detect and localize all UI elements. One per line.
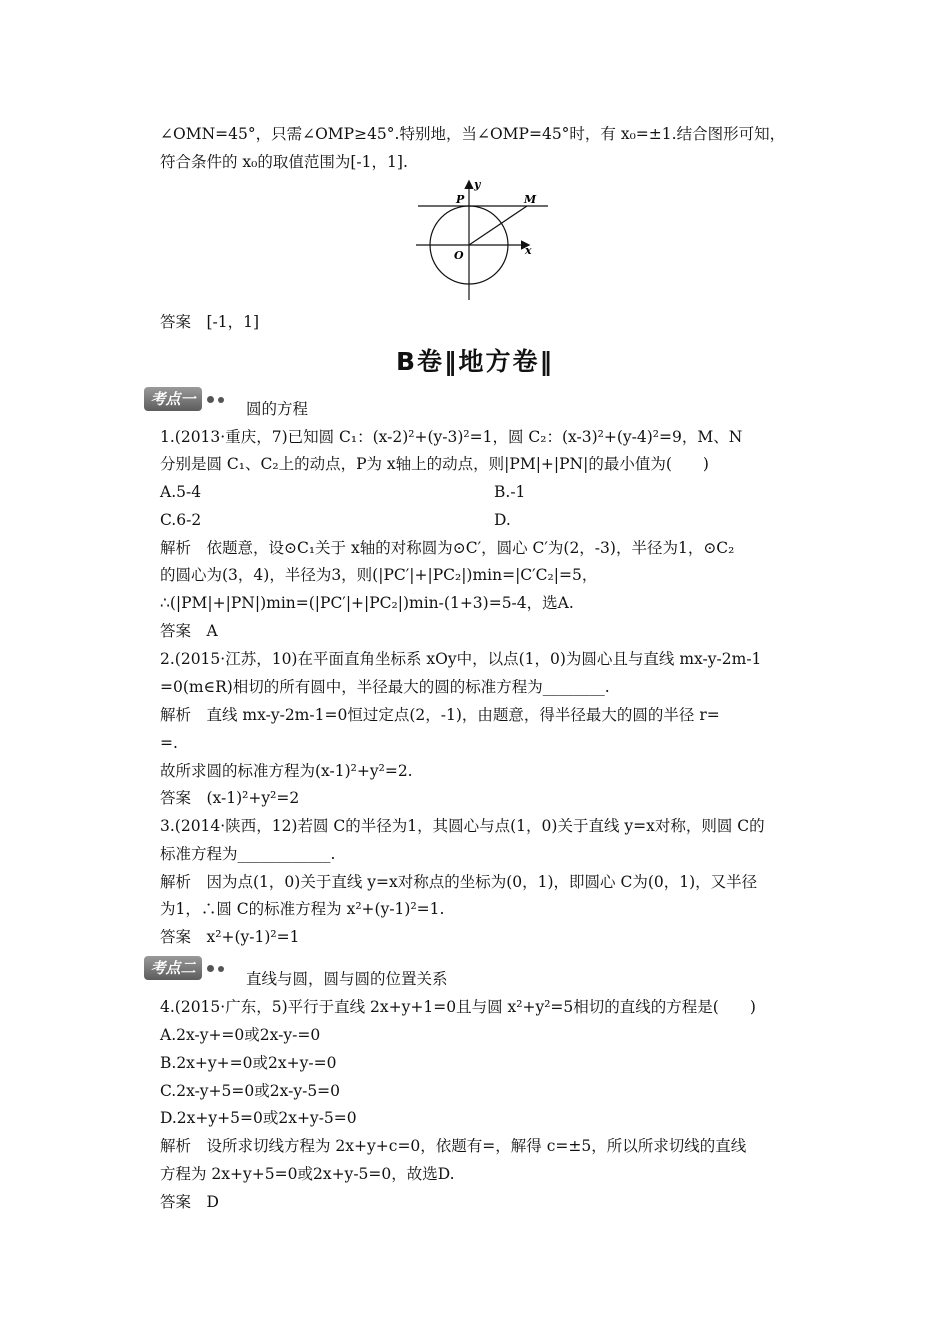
intro-answer: 答案 [-1，1] bbox=[160, 313, 260, 331]
q1-line-2: 分别是圆 C₁、C₂上的动点，P为 x轴上的动点，则|PM|+|PN|的最小值为( ) bbox=[160, 455, 709, 473]
q1-solution-1: 解析 依题意，设⊙C₁关于 x轴的对称圆为⊙C′，圆心 C′为(2，-3)，半径为1，⊙C₂ bbox=[160, 539, 735, 557]
q4-line-1: 4.(2015·广东，5)平行于直线 2x+y+1=0且与圆 x²+y²=5相切的直线的方程是( ) bbox=[160, 998, 756, 1016]
segment-om bbox=[469, 206, 527, 245]
badge-dot-icon bbox=[207, 965, 214, 972]
badge-dot-icon bbox=[218, 966, 224, 972]
q4-option-b: B.2x+y+=0或2x+y-=0 bbox=[160, 1054, 337, 1072]
q4-option-d: D.2x+y+5=0或2x+y-5=0 bbox=[160, 1109, 357, 1127]
label-x: x bbox=[525, 244, 532, 257]
q1-option-b: B.-1 bbox=[494, 483, 526, 501]
q1-solution-3: ∴(|PM|+|PN|)min=(|PC′|+|PC₂|)min-(1+3)=5-4，选A. bbox=[160, 594, 574, 612]
q3-solution-2: 为1，∴圆 C的标准方程为 x²+(y-1)²=1. bbox=[160, 900, 445, 918]
q2-solution-3: 故所求圆的标准方程为(x-1)²+y²=2. bbox=[160, 762, 413, 780]
intro-line-2: 符合条件的 x₀的取值范围为[-1，1]. bbox=[160, 153, 408, 171]
q1-line-1: 1.(2013·重庆，7)已知圆 C₁：(x-2)²+(y-3)²=1，圆 C₂：(x-3)²+(y-4)²=9，M、N bbox=[160, 428, 743, 446]
label-p: P bbox=[456, 193, 465, 206]
topic-2-badge bbox=[144, 956, 230, 982]
q2-answer: 答案 (x-1)²+y²=2 bbox=[160, 789, 300, 807]
q3-line-2: 标准方程为____________. bbox=[160, 845, 336, 863]
q1-option-a: A.5-4 bbox=[160, 483, 202, 501]
label-m: M bbox=[524, 193, 537, 206]
q2-solution-2: =. bbox=[160, 734, 178, 752]
circle-figure bbox=[412, 178, 552, 304]
intro-line-1: ∠OMN=45°，只需∠OMP≥45°.特别地，当∠OMP=45°时，有 x₀=±1.结合图形可知， bbox=[160, 125, 786, 143]
topic-2-tag: 考点二 bbox=[144, 956, 202, 980]
q4-answer: 答案 D bbox=[160, 1193, 219, 1211]
q2-line-1: 2.(2015·江苏，10)在平面直角坐标系 xOy中，以点(1，0)为圆心且与直线 mx-y-2m-1 bbox=[160, 650, 762, 668]
topic-1-label: 圆的方程 bbox=[246, 400, 309, 418]
q3-solution-1: 解析 因为点(1，0)关于直线 y=x对称点的坐标为(0，1)，即圆心 C为(0，1)，又半径 bbox=[160, 873, 758, 891]
topic-1-badge bbox=[144, 387, 230, 413]
q4-solution-2: 方程为 2x+y+5=0或2x+y-5=0，故选D. bbox=[160, 1165, 455, 1183]
topic-1-tag: 考点一 bbox=[144, 387, 202, 411]
label-y: y bbox=[474, 178, 481, 191]
q2-line-2: =0(m∈R)相切的所有圆中，半径最大的圆的标准方程为________. bbox=[160, 678, 610, 696]
q3-answer: 答案 x²+(y-1)²=1 bbox=[160, 928, 300, 946]
section-title: B卷‖地方卷‖ bbox=[395, 347, 555, 376]
q4-option-c: C.2x-y+5=0或2x-y-5=0 bbox=[160, 1082, 341, 1100]
badge-dot-icon bbox=[218, 397, 224, 403]
q1-solution-2: 的圆心为(3，4)，半径为3，则(|PC′|+|PC₂|)min=|C′C₂|=5， bbox=[160, 566, 598, 584]
q1-option-c: C.6-2 bbox=[160, 511, 202, 529]
q3-line-1: 3.(2014·陕西，12)若圆 C的半径为1，其圆心与点(1，0)关于直线 y=x对称，则圆 C的 bbox=[160, 817, 765, 835]
q4-option-a: A.2x-y+=0或2x-y-=0 bbox=[160, 1026, 321, 1044]
badge-dot-icon bbox=[207, 396, 214, 403]
label-o: O bbox=[454, 249, 464, 262]
q1-option-d: D. bbox=[494, 511, 511, 529]
q4-solution-1: 解析 设所求切线方程为 2x+y+c=0，依题有=，解得 c=±5，所以所求切线的直线 bbox=[160, 1137, 747, 1155]
q1-answer: 答案 A bbox=[160, 622, 218, 640]
topic-2-label: 直线与圆，圆与圆的位置关系 bbox=[246, 970, 448, 988]
q2-solution-1: 解析 直线 mx-y-2m-1=0恒过定点(2，-1)，由题意，得半径最大的圆的半径 r= bbox=[160, 706, 720, 724]
